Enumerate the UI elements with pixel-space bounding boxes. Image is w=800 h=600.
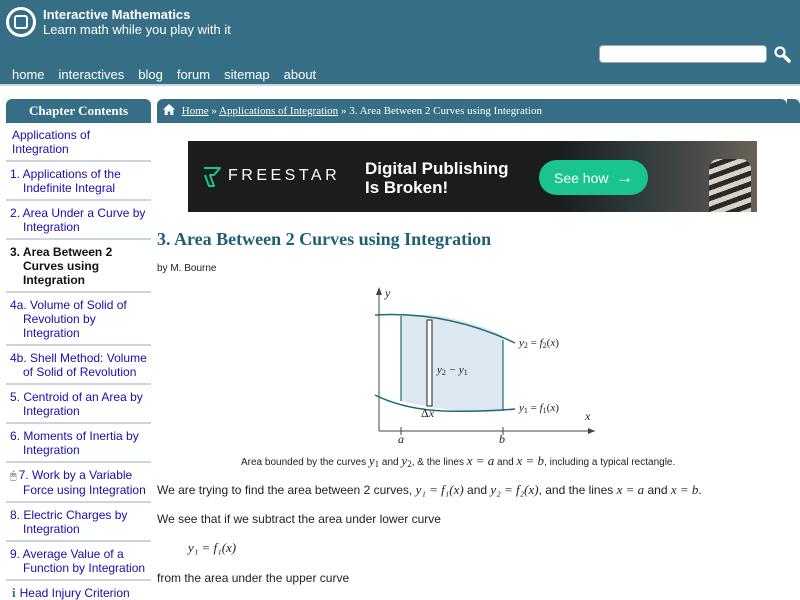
sidebar-item-indefinite-integral[interactable]: 1. Applications of the Indefinite Integral [6, 162, 151, 201]
math-lower-curve: y₁ = f₁(x) [188, 540, 237, 555]
paragraph-intro: We are trying to find the area between 2 curves, y₁ = f₁(x) and y₂ = f₂(x), and the lines x = a and x = b. [157, 482, 702, 497]
svg-text:y1 = f1(x): y1 = f1(x) [519, 402, 559, 415]
sidebar-item-centroid[interactable]: 5. Centroid of an Area by Integration [6, 385, 151, 424]
breadcrumb-separator: » [211, 105, 217, 117]
breadcrumb-current: 3. Area Between 2 Curves using Integration [349, 105, 542, 117]
header-divider [0, 84, 800, 86]
nav-blog[interactable]: blog [138, 67, 163, 82]
home-icon[interactable] [163, 104, 175, 115]
sidebar-item-head-injury-criterion[interactable]: i Head Injury Criterion [12, 585, 130, 600]
arrow-right-icon: → [616, 168, 634, 187]
area-between-curves-figure [363, 283, 603, 448]
sidebar-item-electric-charges[interactable]: 8. Electric Charges by Integration [6, 503, 151, 542]
svg-text:b: b [499, 432, 505, 446]
svg-text:Δx: Δx [421, 406, 435, 420]
sidebar-item-shell-method[interactable]: 4b. Shell Method: Volume of Solid of Revolution [6, 346, 151, 385]
main-nav [12, 67, 316, 82]
svg-text:y2 − y1: y2 − y1 [437, 364, 468, 377]
breadcrumb [157, 99, 787, 123]
site-title[interactable]: Interactive Mathematics [43, 7, 191, 22]
breadcrumb-section-link[interactable]: Applications of Integration [219, 105, 339, 117]
mouse-icon: 🖱︎ [10, 470, 17, 482]
ad-see-how-button[interactable]: See how → [539, 160, 648, 195]
author-byline: by M. Bourne [157, 263, 217, 274]
ad-photo-person [709, 159, 751, 212]
sidebar-item-area-under-curve[interactable]: 2. Area Under a Curve by Integration [6, 201, 151, 240]
x-axis-label: x [585, 409, 591, 423]
logo-icon[interactable] [6, 7, 36, 37]
site-header [0, 0, 800, 84]
svg-text:a: a [398, 432, 404, 446]
sidebar-title: Chapter Contents [6, 99, 151, 123]
breadcrumb-home-link[interactable]: Home [181, 105, 209, 117]
sidebar-item-average-value[interactable]: 9. Average Value of a Function by Integration [6, 542, 151, 581]
chapter-list [6, 123, 151, 600]
nav-interactives[interactable]: interactives [58, 67, 125, 82]
nav-home[interactable]: home [12, 67, 45, 82]
breadcrumb-separator: » [340, 105, 347, 117]
nav-sitemap[interactable]: sitemap [224, 67, 270, 82]
ad-brand: FREESTAR [228, 167, 341, 184]
y-axis-label: y [385, 286, 391, 300]
sidebar-item-area-between-curves[interactable]: 3. Area Between 2 Curves using Integration [6, 240, 151, 293]
nav-forum[interactable]: forum [176, 67, 211, 82]
nav-about[interactable]: about [283, 67, 317, 82]
site-tagline: Learn math while you play with it [43, 22, 231, 37]
sidebar-item-applications-of-integration[interactable]: Applications of Integration [6, 123, 151, 162]
figure-caption: Area bounded by the curves y1 and y2, & the lines x = a and x = b, including a typical rectangle. [241, 453, 676, 469]
sidebar-item-volume-solid-revolution[interactable]: 4a. Volume of Solid of Revolution by Integration [6, 293, 151, 346]
svg-text:y2 = f2(x): y2 = f2(x) [519, 337, 559, 350]
freestar-logo-icon [202, 166, 222, 188]
freestar-ad-banner[interactable] [188, 141, 757, 212]
breadcrumb-bar-edge [787, 99, 800, 123]
ad-headline: Digital Publishing Is Broken! [365, 159, 509, 197]
sidebar-item-moments-of-inertia[interactable]: 6. Moments of Inertia by Integration [6, 424, 151, 463]
info-icon: i [12, 585, 16, 600]
page-title: 3. Area Between 2 Curves using Integration [157, 229, 492, 249]
paragraph-upper: from the area under the upper curve [157, 571, 350, 585]
search-icon[interactable] [773, 45, 793, 65]
search-input[interactable] [599, 45, 767, 63]
logo-inner-square [14, 15, 28, 29]
paragraph-subtract: We see that if we subtract the area under lower curve [157, 512, 441, 526]
chapter-sidebar [6, 99, 151, 600]
sidebar-item-work-variable-force[interactable]: 🖱︎ 7. Work by a Variable Force using Integration [6, 463, 151, 503]
